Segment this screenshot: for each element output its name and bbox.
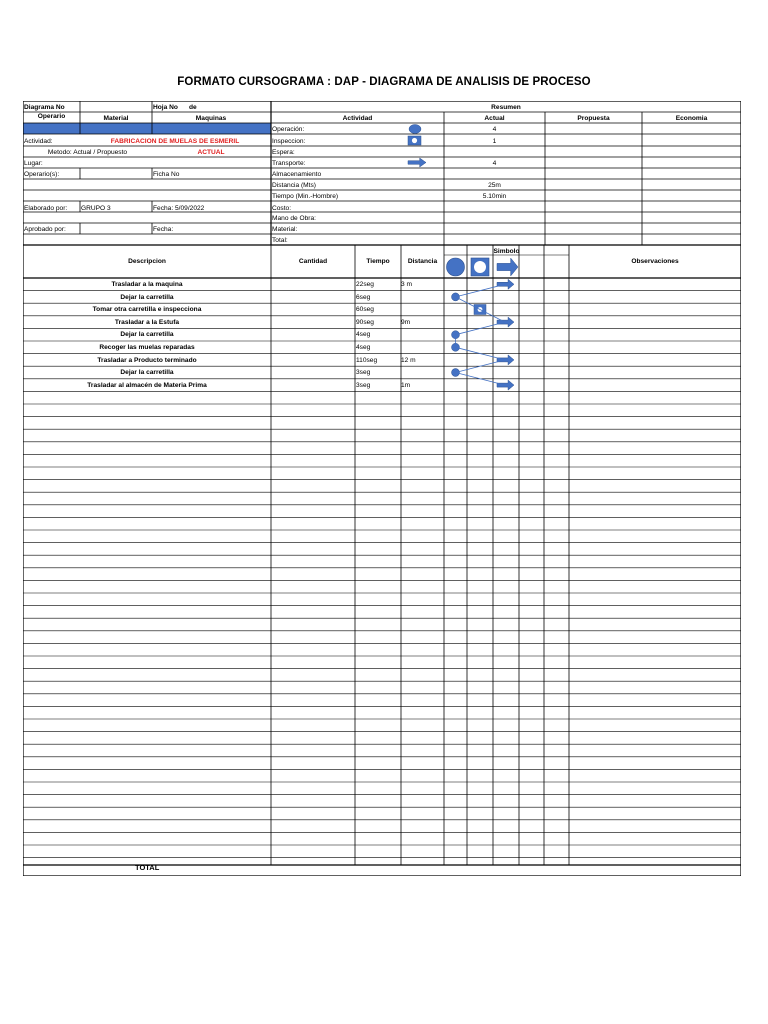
summary-tiempo: Tiempo (Min.-Hombre) bbox=[272, 193, 339, 200]
step-time: 90seg bbox=[356, 318, 374, 326]
transport-symbol-icon bbox=[497, 258, 518, 276]
step-time: 4seg bbox=[356, 344, 371, 351]
step-time: 110seg bbox=[356, 356, 378, 364]
step-transport-icon bbox=[497, 279, 514, 289]
inspection-inner-icon bbox=[474, 261, 486, 273]
highlight-bar bbox=[23, 123, 271, 134]
metodo-label: Metodo: Actual / Propuesto bbox=[47, 149, 128, 156]
step-description: Dejar la carretilla bbox=[120, 293, 174, 301]
summary-inspeccion-actual: 1 bbox=[492, 138, 497, 145]
metodo-value: ACTUAL bbox=[197, 149, 225, 156]
tiempo-header: Tiempo bbox=[366, 258, 390, 265]
elaborado-value: GRUPO 3 bbox=[81, 205, 111, 212]
step-distance: 1m bbox=[401, 381, 411, 389]
descripcion-header: Descripcion bbox=[128, 258, 166, 265]
diagrama-no-label: Diagrama No bbox=[24, 104, 65, 111]
summary-material: Material: bbox=[272, 226, 298, 233]
summary-transporte: Transporte: bbox=[272, 160, 306, 167]
summary-tiempo-actual: 5.10min bbox=[482, 193, 507, 200]
simbolo-header: Simbolo bbox=[493, 248, 520, 255]
form-grid bbox=[23, 101, 741, 876]
fecha-elaborado: Fecha: 5/09/2022 bbox=[153, 205, 205, 212]
actual-col-header: Actual bbox=[484, 115, 505, 122]
step-description: Tomar otra carretilla e inspecciona bbox=[92, 306, 202, 314]
summary-espera: Espera: bbox=[272, 149, 295, 156]
summary-almacenamiento: Almacenamiento bbox=[272, 171, 322, 178]
observaciones-header: Observaciones bbox=[631, 258, 679, 265]
step-time: 60seg bbox=[356, 306, 374, 314]
aprobado-label: Aprobado por: bbox=[24, 226, 66, 233]
page-title: FORMATO CURSOGRAMA : DAP - DIAGRAMA DE ANALISIS DE PROCESO bbox=[177, 76, 591, 88]
maquinas-header: Maquinas bbox=[195, 115, 227, 122]
summary-total: Total: bbox=[272, 237, 288, 244]
step-time: 6seg bbox=[356, 293, 371, 301]
step-description: Trasladar a Producto terminado bbox=[97, 356, 197, 364]
step-description: Dejar la carretilla bbox=[120, 331, 174, 339]
summary-operacion-actual: 4 bbox=[492, 126, 497, 133]
summary-distancia: Distancia (Mts) bbox=[272, 182, 316, 189]
step-distance: 9m bbox=[401, 318, 411, 326]
summary-distancia-actual: 25m bbox=[488, 182, 501, 189]
actividad-value: FABRICACION DE MUELAS DE ESMERIL bbox=[110, 138, 240, 145]
ficha-no-label: Ficha No bbox=[153, 171, 180, 178]
step-description: Dejar la carretilla bbox=[120, 369, 174, 377]
hoja-no-label: Hoja No bbox=[153, 104, 178, 111]
summary-transporte-actual: 4 bbox=[492, 160, 497, 167]
step-description: Trasladar al almacén de Materia Prima bbox=[87, 381, 207, 389]
step-time: 3seg bbox=[356, 369, 371, 377]
step-distance: 12 m bbox=[401, 356, 416, 364]
summary-operation-icon bbox=[409, 125, 421, 134]
actividad-label: Actividad: bbox=[24, 138, 53, 145]
summary-transport-icon bbox=[408, 158, 426, 167]
step-description: Recoger las muelas reparadas bbox=[99, 344, 195, 351]
step-time: 3seg bbox=[356, 381, 371, 389]
fecha-aprobado: Fecha: bbox=[153, 226, 174, 233]
total-label: TOTAL bbox=[135, 863, 160, 872]
resumen-label: Resumen bbox=[491, 104, 521, 111]
distancia-header: Distancia bbox=[407, 258, 438, 265]
step-description: Trasladar a la maquina bbox=[111, 281, 183, 288]
cantidad-header: Cantidad bbox=[298, 258, 328, 265]
economia-col-header: Economia bbox=[675, 115, 708, 122]
process-analysis-form bbox=[23, 101, 741, 876]
step-transport-icon bbox=[497, 380, 514, 390]
summary-operacion: Operación: bbox=[272, 126, 305, 133]
operarios-label: Operario(s): bbox=[24, 171, 60, 178]
material-header: Material bbox=[103, 115, 129, 122]
elaborado-label: Elaborado por: bbox=[24, 205, 68, 212]
de-label: de bbox=[189, 104, 197, 111]
step-transport-icon bbox=[497, 317, 514, 327]
step-distance: 3 m bbox=[401, 281, 412, 288]
step-time: 4seg bbox=[356, 331, 371, 339]
propuesta-col-header: Propuesta bbox=[577, 115, 610, 122]
operation-symbol-icon bbox=[447, 258, 465, 276]
operario-header: Operario bbox=[37, 113, 66, 120]
step-transport-icon bbox=[497, 355, 514, 365]
summary-inspeccion: Inspeccion: bbox=[272, 138, 306, 145]
summary-mano-obra: Mano de Obra: bbox=[272, 215, 316, 222]
actividad-col-header: Actividad bbox=[342, 115, 373, 122]
summary-costo: Costo: bbox=[272, 205, 292, 212]
summary-inspection-inner-icon bbox=[412, 138, 417, 143]
lugar-label: Lugar: bbox=[24, 160, 43, 167]
step-description: Trasladar a la Estufa bbox=[114, 318, 180, 326]
step-time: 22seg bbox=[356, 281, 374, 288]
